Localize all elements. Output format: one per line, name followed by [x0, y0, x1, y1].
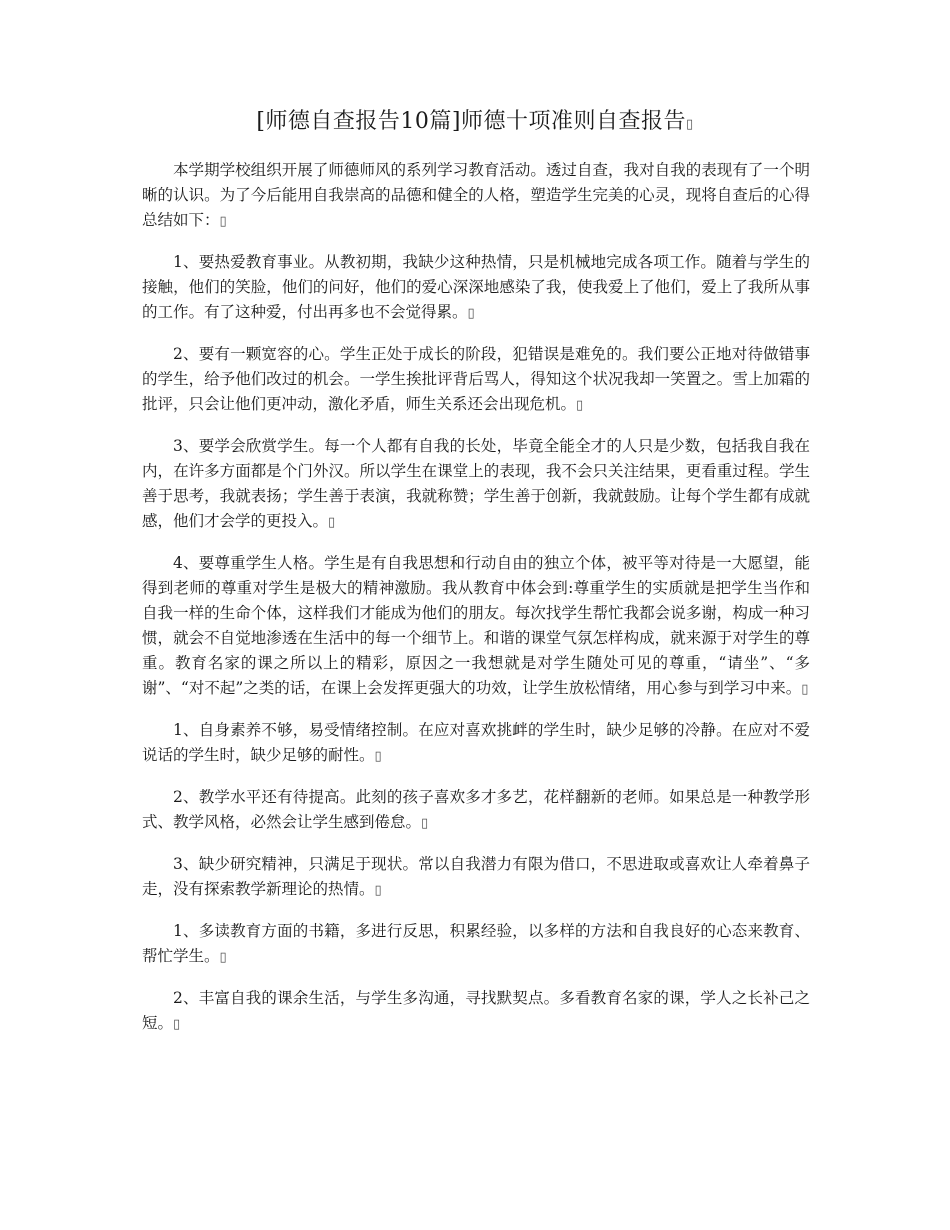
paragraph-text: 1、自身素养不够，易受情绪控制。在应对喜欢挑衅的学生时，缺少足够的冷静。在应对不爱说话的学生时，缺少足够的耐性。	[142, 721, 810, 764]
paragraph-end-mark: ▯	[328, 515, 336, 530]
paragraph-end-mark: ▯	[374, 883, 382, 898]
paragraph-love-education	[142, 250, 810, 326]
paragraph-problem-research	[142, 852, 810, 903]
paragraph-text: 本学期学校组织开展了师德师风的系列学习教育活动。透过自查，我对自我的表现有了一个明晰的认识。为了今后能用自我崇高的品德和健全的人格，塑造学生完美的心灵，现将自查后的心得总结如下：	[142, 161, 810, 229]
paragraph-end-mark: ▯	[219, 950, 227, 965]
paragraph-appreciate-students	[142, 434, 810, 535]
paragraph-problem-teaching-level	[142, 785, 810, 836]
paragraph-respect-students	[142, 551, 810, 702]
paragraph-end-mark: ▯	[219, 214, 227, 229]
title-text: [师德自查报告10篇]师德十项准则自查报告	[256, 109, 686, 134]
paragraph-tolerance	[142, 342, 810, 418]
paragraph-end-mark: ▯	[421, 816, 429, 831]
paragraph-plan-reading	[142, 919, 810, 970]
title-end-mark: ▯	[686, 117, 694, 132]
paragraph-end-mark: ▯	[801, 682, 809, 697]
paragraph-intro	[142, 158, 810, 234]
paragraph-text: 3、缺少研究精神，只满足于现状。常以自我潜力有限为借口，不思进取或喜欢让人牵着鼻子走，没有探索教学新理论的热情。	[142, 855, 810, 898]
paragraph-text: 1、要热爱教育事业。从教初期，我缺少这种热情，只是机械地完成各项工作。随着与学生的接触，他们的笑脸，他们的问好，他们的爱心深深地感染了我，使我爱上了他们，爱上了我所从事的工作。有了这种爱，付出再多也不会觉得累。	[142, 253, 810, 321]
paragraph-plan-enrich	[142, 986, 810, 1037]
paragraph-end-mark: ▯	[467, 306, 475, 321]
paragraph-text: 3、要学会欣赏学生。每一个人都有自我的长处，毕竟全能全才的人只是少数，包括我自我在内，在许多方面都是个门外汉。所以学生在课堂上的表现，我不会只关注结果，更看重过程。学生善于思考，我就表扬；学生善于表演，我就称赞；学生善于创新，我就鼓励。让每个学生都有成就感，他们才会学的更投入。	[142, 437, 810, 530]
paragraph-end-mark: ▯	[374, 749, 382, 764]
paragraph-problem-self-control	[142, 718, 810, 769]
paragraph-text: 1、多读教育方面的书籍，多进行反思，积累经验，以多样的方法和自我良好的心态来教育、帮忙学生。	[142, 922, 810, 965]
paragraph-text: 2、要有一颗宽容的心。学生正处于成长的阶段，犯错误是难免的。我们要公正地对待做错事的学生，给予他们改过的机会。一学生挨批评背后骂人，得知这个状况我却一笑置之。雪上加霜的批评，只会让他们更冲动，激化矛盾，师生关系还会出现危机。	[142, 345, 810, 413]
paragraph-text: 2、丰富自我的课余生活，与学生多沟通，寻找默契点。多看教育名家的课，学人之长补己之短。	[142, 989, 810, 1032]
document-body	[142, 158, 810, 1053]
document-title	[0, 106, 950, 141]
paragraph-text: 4、要尊重学生人格。学生是有自我思想和行动自由的独立个体，被平等对待是一大愿望，能得到老师的尊重对学生是极大的精神激励。我从教育中体会到:尊重学生的实质就是把学生当作和自我一样的生命个体，这样我们才能成为他们的朋友。每次找学生帮忙我都会说多谢，构成一种习惯，就会不自觉地渗透在生活中的每一个细节上。和谐的课堂气氛怎样构成，就来源于对学生的尊重。教育名家的课之所以上的精彩，原因之一我想就是对学生随处可见的尊重，“请坐”、“多谢”、“对不起”之类的话，在课上会发挥更强大的功效，让学生放松情绪，用心参与到学习中来。	[142, 554, 810, 697]
paragraph-end-mark: ▯	[173, 1017, 181, 1032]
paragraph-end-mark: ▯	[576, 398, 584, 413]
paragraph-text: 2、教学水平还有待提高。此刻的孩子喜欢多才多艺，花样翻新的老师。如果总是一种教学形式、教学风格，必然会让学生感到倦怠。	[142, 788, 810, 831]
